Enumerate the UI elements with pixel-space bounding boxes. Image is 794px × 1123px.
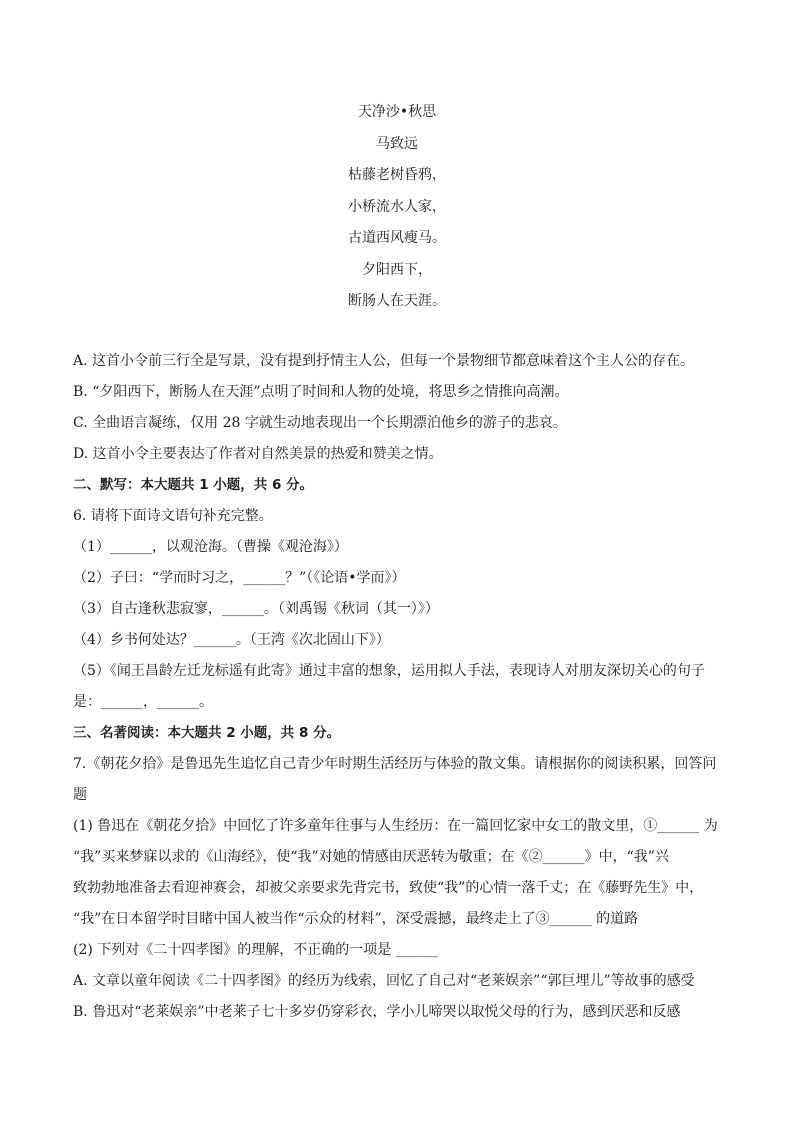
fill-item: （3）自古逢秋悲寂寥，______。（刘禹锡《秋词（其一）》） <box>73 601 439 617</box>
question-content <box>73 346 725 1028</box>
fill-item-continued: 是：______，______。 <box>73 694 213 710</box>
option-d: D. 这首小令主要表达了作者对自然美景的热爱和赞美之情。 <box>73 446 443 462</box>
fill-item: （5）《闻王昌龄左迁龙标遥有此寄》通过丰富的想象，运用拟人手法，表现诗人对朋友深切关心的句子 <box>73 663 705 679</box>
poem-line: 古道西风瘦马。 <box>348 230 446 246</box>
section-heading-classics: 三、名著阅读：本大题共 2 小题，共 8 分。 <box>73 725 341 741</box>
poem-line: 小桥流水人家， <box>348 198 446 215</box>
poem-title: 天净沙•秋思 <box>357 104 437 120</box>
fill-item: （1）______，以观沧海。（曹操《观沧海》） <box>73 539 348 555</box>
poem-line: 断肠人在天涯。 <box>348 293 446 309</box>
option-a: A. 这首小令前三行全是写景，没有提到抒情主人公，但每一个景物细节都意味着这个主人公的存在。 <box>73 353 695 369</box>
poem-line: 枯藤老树昏鸦， <box>348 167 446 183</box>
question-7-prompt: 7.《朝花夕拾》是鲁迅先生追忆自己青少年时期生活经历与体验的散文集。请根据你的阅读积累，回答问 <box>73 756 717 772</box>
subquestion-1-continued: 致勃勃地准备去看迎神赛会，却被父亲要求先背完书，致使“我”的心情一落千丈；在《藤野先生》中， <box>73 880 704 896</box>
subquestion-1-continued: “我”买来梦寐以求的《山海经》，使“我”对她的情感由厌恶转为敬重；在《②______》中，“我”兴 <box>73 849 669 865</box>
subquestion-1-continued: “我”在日本留学时目睹中国人被当作“示众的材料”，深受震撼，最终走上了③______ 的道路 <box>73 911 639 927</box>
question-6-prompt: 6. 请将下面诗文语句补充完整。 <box>73 508 273 524</box>
fill-item: （4）乡书何处达？______。（王湾《次北固山下》） <box>73 632 390 648</box>
subquestion-1: (1) 鲁迅在《朝花夕拾》中回忆了许多童年往事与人生经历：在一篇回忆家中女工的散文里，①______ 为 <box>73 818 718 834</box>
option-b: B. “夕阳西下，断肠人在天涯”点明了时间和人物的处境，将思乡之情推向高潮。 <box>73 384 569 400</box>
section-heading-dictation: 二、默写：本大题共 1 小题，共 6 分。 <box>73 477 314 493</box>
option-c: C. 全曲语言凝练，仅用 28 字就生动地表现出一个长期漂泊他乡的游子的悲哀。 <box>73 415 567 431</box>
fill-item: （2）子曰：“学而时习之，______？”（《论语•学而》） <box>73 570 406 586</box>
poem-author: 马致远 <box>376 135 418 152</box>
question-7-prompt-continued: 题 <box>73 787 87 803</box>
subquestion-2-option-b: B. 鲁迅对“老莱娱亲”中老莱子七十多岁仍穿彩衣，学小儿啼哭以取悦父母的行为，感到厌恶和反感 <box>73 1004 681 1020</box>
poem-line: 夕阳西下， <box>362 261 432 278</box>
subquestion-2: (2) 下列对《二十四孝图》的理解，不正确的一项是 ______ <box>73 942 438 958</box>
subquestion-2-option-a: A. 文章以童年阅读《二十四孝图》的经历为线索，回忆了自己对“老莱娱亲”“郭巨埋儿”等故事的感受 <box>73 973 695 989</box>
poem-block <box>0 97 794 318</box>
